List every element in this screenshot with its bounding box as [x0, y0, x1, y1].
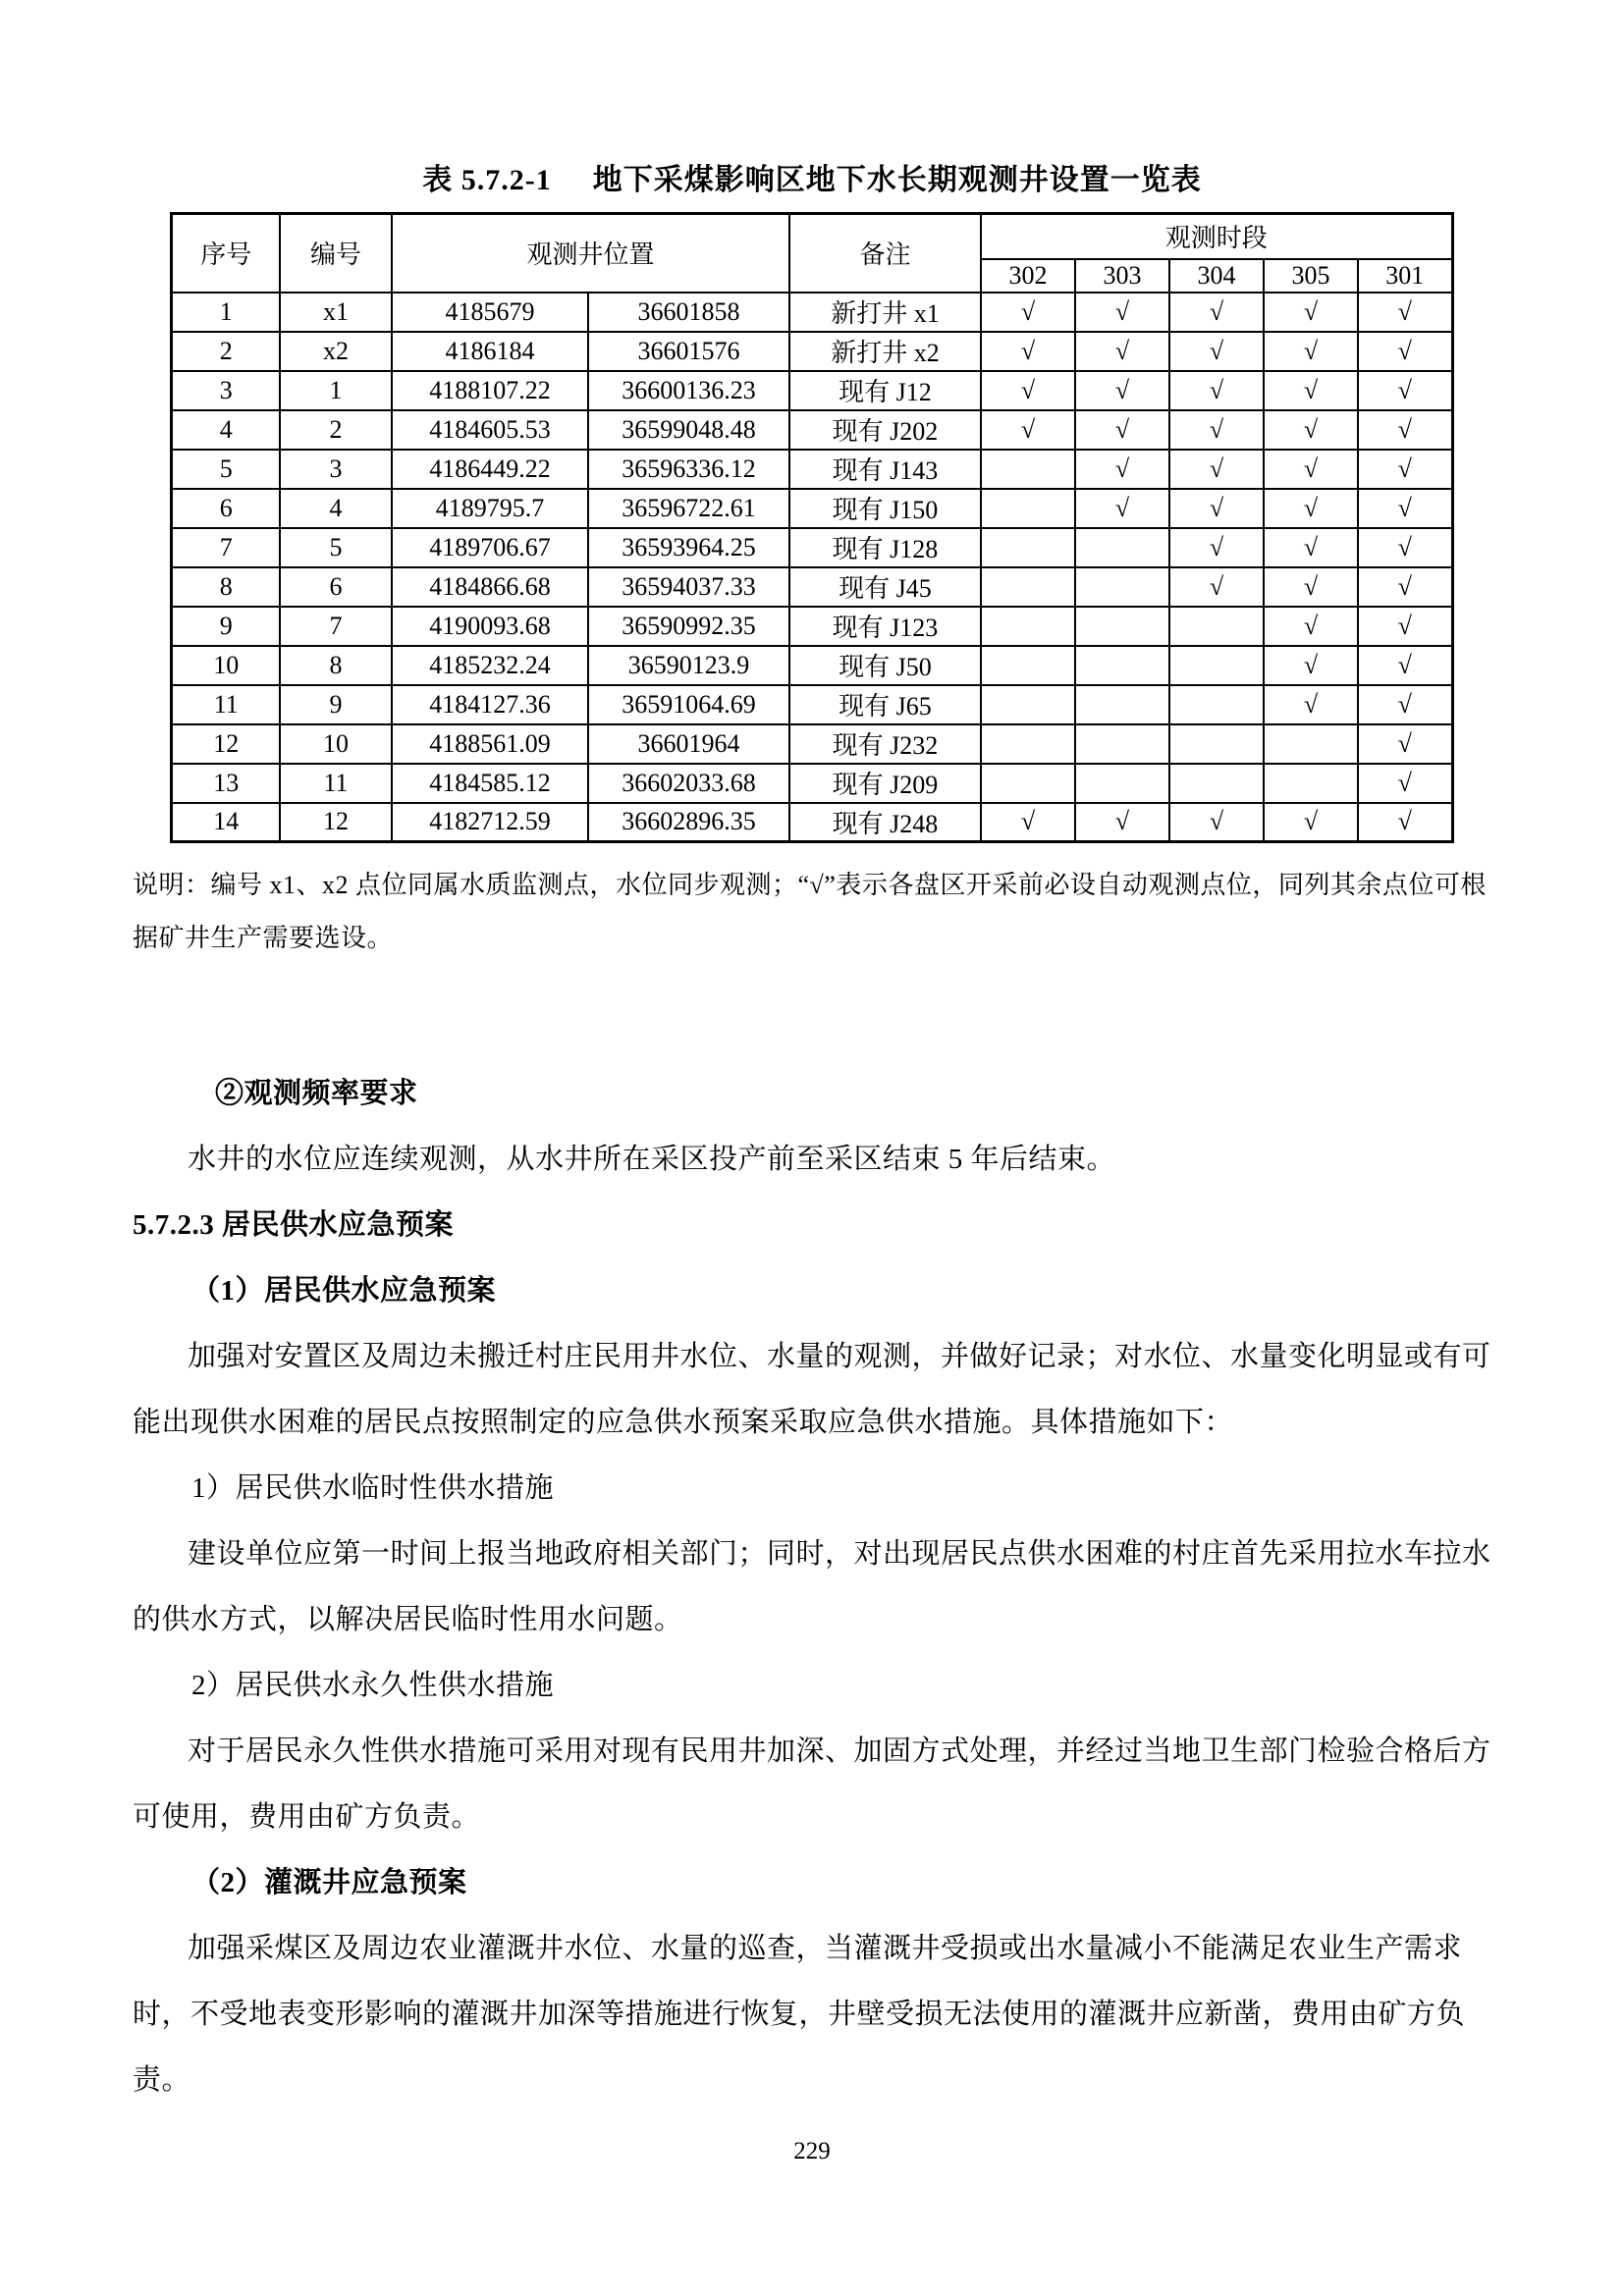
table-row [172, 607, 1452, 646]
cell-check-303: √ [1075, 803, 1169, 842]
cell-check-301: √ [1358, 567, 1452, 607]
cell-y: 36602033.68 [588, 764, 789, 803]
cell-check-302: √ [981, 410, 1075, 450]
cell-check-302 [981, 764, 1075, 803]
paragraph-observation-frequency: 水井的水位应连续观测，从水井所在采区投产前至采区结束 5 年后结束。 [188, 1144, 1116, 1175]
cell-check-305: √ [1264, 567, 1358, 607]
cell-y: 36600136.23 [588, 371, 789, 410]
cell-check-301: √ [1358, 803, 1452, 842]
cell-remark: 新打井 x2 [789, 332, 981, 371]
cell-x: 4185679 [392, 293, 588, 332]
cell-code: 2 [280, 410, 392, 450]
cell-check-305 [1264, 764, 1358, 803]
cell-check-301: √ [1358, 293, 1452, 332]
cell-y: 36596336.12 [588, 450, 789, 489]
cell-remark: 现有 J45 [789, 567, 981, 607]
cell-check-303: √ [1075, 489, 1169, 528]
cell-y: 36593964.25 [588, 528, 789, 567]
cell-check-303: √ [1075, 371, 1169, 410]
cell-remark: 现有 J209 [789, 764, 981, 803]
cell-check-304 [1169, 646, 1264, 685]
table-row [172, 293, 1452, 332]
cell-check-302: √ [981, 332, 1075, 371]
header-location: 观测井位置 [392, 214, 789, 293]
table-row [172, 528, 1452, 567]
cell-check-305: √ [1264, 450, 1358, 489]
cell-check-301: √ [1358, 332, 1452, 371]
header-period-304: 304 [1169, 259, 1264, 293]
observation-well-table [170, 212, 1453, 843]
table-row [172, 450, 1452, 489]
cell-seq: 7 [172, 528, 280, 567]
cell-check-304: √ [1169, 489, 1264, 528]
cell-code: 8 [280, 646, 392, 685]
cell-check-303 [1075, 567, 1169, 607]
cell-seq: 2 [172, 332, 280, 371]
cell-remark: 现有 J65 [789, 685, 981, 724]
cell-check-301: √ [1358, 489, 1452, 528]
cell-seq: 6 [172, 489, 280, 528]
cell-remark: 新打井 x1 [789, 293, 981, 332]
cell-x: 4185232.24 [392, 646, 588, 685]
cell-check-304: √ [1169, 332, 1264, 371]
cell-seq: 8 [172, 567, 280, 607]
header-remark: 备注 [789, 214, 981, 293]
cell-check-302 [981, 685, 1075, 724]
cell-seq: 1 [172, 293, 280, 332]
cell-y: 36590123.9 [588, 646, 789, 685]
table-row [172, 764, 1452, 803]
cell-check-303 [1075, 528, 1169, 567]
cell-check-302 [981, 450, 1075, 489]
cell-code: 7 [280, 607, 392, 646]
cell-seq: 14 [172, 803, 280, 842]
cell-check-305: √ [1264, 410, 1358, 450]
header-period-305: 305 [1264, 259, 1358, 293]
cell-code: 11 [280, 764, 392, 803]
cell-code: 4 [280, 489, 392, 528]
cell-check-305 [1264, 724, 1358, 764]
cell-remark: 现有 J123 [789, 607, 981, 646]
cell-seq: 10 [172, 646, 280, 685]
cell-x: 4182712.59 [392, 803, 588, 842]
heading-resident-water-plan: （1）居民供水应急预案 [191, 1275, 497, 1307]
table-row [172, 724, 1452, 764]
cell-check-301: √ [1358, 528, 1452, 567]
cell-check-301: √ [1358, 371, 1452, 410]
cell-y: 36591064.69 [588, 685, 789, 724]
header-code: 编号 [280, 214, 392, 293]
heading-permanent-supply: 2）居民供水永久性供水措施 [191, 1670, 555, 1701]
cell-code: 3 [280, 450, 392, 489]
page-number: 229 [793, 2138, 831, 2164]
cell-remark: 现有 J202 [789, 410, 981, 450]
cell-check-301: √ [1358, 410, 1452, 450]
cell-check-304: √ [1169, 567, 1264, 607]
cell-check-302 [981, 489, 1075, 528]
header-period: 观测时段 [981, 214, 1452, 259]
cell-check-301: √ [1358, 724, 1452, 764]
cell-check-305: √ [1264, 489, 1358, 528]
cell-seq: 11 [172, 685, 280, 724]
cell-seq: 3 [172, 371, 280, 410]
cell-check-301: √ [1358, 646, 1452, 685]
paragraph-permanent-supply: 对于居民永久性供水措施可采用对现有民用井加深、加固方式处理，并经过当地卫生部门检验合格后方可使用，费用由矿方负责。 [133, 1735, 1491, 1833]
cell-check-301: √ [1358, 764, 1452, 803]
cell-check-302: √ [981, 371, 1075, 410]
cell-check-303: √ [1075, 332, 1169, 371]
cell-x: 4189706.67 [392, 528, 588, 567]
table-row [172, 803, 1452, 842]
heading-temporary-supply: 1）居民供水临时性供水措施 [191, 1472, 555, 1504]
cell-x: 4184605.53 [392, 410, 588, 450]
cell-check-305: √ [1264, 607, 1358, 646]
cell-seq: 9 [172, 607, 280, 646]
paragraph-resident-water-plan: 加强对安置区及周边未搬迁村庄民用井水位、水量的观测，并做好记录；对水位、水量变化明显或有可能出现供水困难的居民点按照制定的应急供水预案采取应急供水措施。具体措施如下： [133, 1341, 1491, 1438]
cell-y: 36601964 [588, 724, 789, 764]
table-row [172, 685, 1452, 724]
cell-check-305: √ [1264, 646, 1358, 685]
cell-check-302 [981, 724, 1075, 764]
cell-x: 4184585.12 [392, 764, 588, 803]
cell-check-301: √ [1358, 685, 1452, 724]
cell-code: 5 [280, 528, 392, 567]
cell-check-305: √ [1264, 528, 1358, 567]
cell-check-304: √ [1169, 803, 1264, 842]
table-caption [133, 155, 1491, 198]
cell-check-305: √ [1264, 332, 1358, 371]
cell-seq: 13 [172, 764, 280, 803]
cell-remark: 现有 J232 [789, 724, 981, 764]
cell-check-304: √ [1169, 450, 1264, 489]
cell-code: 9 [280, 685, 392, 724]
cell-x: 4184127.36 [392, 685, 588, 724]
cell-remark: 现有 J150 [789, 489, 981, 528]
cell-code: 10 [280, 724, 392, 764]
table-caption-label: 表 5.7.2-1 [422, 164, 552, 196]
cell-x: 4186449.22 [392, 450, 588, 489]
cell-check-304: √ [1169, 293, 1264, 332]
cell-remark: 现有 J12 [789, 371, 981, 410]
cell-check-305: √ [1264, 371, 1358, 410]
cell-seq: 5 [172, 450, 280, 489]
header-period-302: 302 [981, 259, 1075, 293]
cell-code: 12 [280, 803, 392, 842]
cell-x: 4189795.7 [392, 489, 588, 528]
cell-check-302 [981, 528, 1075, 567]
cell-y: 36601858 [588, 293, 789, 332]
table-row [172, 371, 1452, 410]
heading-observation-frequency: ②观测频率要求 [215, 1078, 418, 1109]
cell-seq: 12 [172, 724, 280, 764]
cell-x: 4188561.09 [392, 724, 588, 764]
table-note: 说明：编号 x1、x2 点位同属水质监测点，水位同步观测；“√”表示各盘区开采前必设自动观测点位，同列其余点位可根据矿井生产需要选设。 [133, 871, 1487, 952]
cell-check-304 [1169, 685, 1264, 724]
cell-check-303 [1075, 764, 1169, 803]
cell-code: x2 [280, 332, 392, 371]
cell-remark: 现有 J143 [789, 450, 981, 489]
paragraph-temporary-supply: 建设单位应第一时间上报当地政府相关部门；同时，对出现居民点供水困难的村庄首先采用拉水车拉水的供水方式，以解决居民临时性用水问题。 [133, 1538, 1491, 1635]
table-row [172, 489, 1452, 528]
body-text [133, 1061, 1491, 2113]
cell-check-304 [1169, 764, 1264, 803]
cell-check-302 [981, 567, 1075, 607]
header-seq: 序号 [172, 214, 280, 293]
cell-code: 1 [280, 371, 392, 410]
table-header-row-1 [172, 214, 1452, 259]
cell-x: 4188107.22 [392, 371, 588, 410]
cell-check-305: √ [1264, 293, 1358, 332]
cell-x: 4186184 [392, 332, 588, 371]
cell-check-304 [1169, 724, 1264, 764]
cell-check-304: √ [1169, 371, 1264, 410]
cell-y: 36601576 [588, 332, 789, 371]
cell-check-303: √ [1075, 450, 1169, 489]
cell-check-303: √ [1075, 293, 1169, 332]
cell-x: 4190093.68 [392, 607, 588, 646]
cell-check-303 [1075, 724, 1169, 764]
cell-check-301: √ [1358, 607, 1452, 646]
cell-y: 36594037.33 [588, 567, 789, 607]
cell-check-304: √ [1169, 528, 1264, 567]
table-row [172, 567, 1452, 607]
cell-check-303 [1075, 646, 1169, 685]
paragraph-irrigation-well-plan: 加强采煤区及周边农业灌溉井水位、水量的巡查，当灌溉井受损或出水量减小不能满足农业生产需求时，不受地表变形影响的灌溉井加深等措施进行恢复，井壁受损无法使用的灌溉井应新凿，费用由矿方负责。 [133, 1933, 1466, 2096]
cell-check-301: √ [1358, 450, 1452, 489]
cell-y: 36590992.35 [588, 607, 789, 646]
cell-y: 36599048.48 [588, 410, 789, 450]
cell-y: 36596722.61 [588, 489, 789, 528]
cell-remark: 现有 J128 [789, 528, 981, 567]
cell-check-302 [981, 646, 1075, 685]
cell-seq: 4 [172, 410, 280, 450]
cell-check-303 [1075, 685, 1169, 724]
cell-check-305: √ [1264, 803, 1358, 842]
cell-check-302 [981, 607, 1075, 646]
heading-section-5723: 5.7.2.3 居民供水应急预案 [133, 1209, 455, 1241]
cell-check-304: √ [1169, 410, 1264, 450]
table-row [172, 410, 1452, 450]
cell-remark: 现有 J50 [789, 646, 981, 685]
table-row [172, 646, 1452, 685]
cell-code: 6 [280, 567, 392, 607]
header-period-301: 301 [1358, 259, 1452, 293]
cell-check-305: √ [1264, 685, 1358, 724]
cell-check-302: √ [981, 803, 1075, 842]
header-period-303: 303 [1075, 259, 1169, 293]
cell-check-304 [1169, 607, 1264, 646]
cell-check-303 [1075, 607, 1169, 646]
table-caption-title: 地下采煤影响区地下水长期观测井设置一览表 [592, 164, 1202, 196]
heading-irrigation-well-plan: （2）灌溉井应急预案 [191, 1867, 467, 1898]
cell-code: x1 [280, 293, 392, 332]
cell-check-302: √ [981, 293, 1075, 332]
cell-check-303: √ [1075, 410, 1169, 450]
cell-y: 36602896.35 [588, 803, 789, 842]
table-row [172, 332, 1452, 371]
cell-x: 4184866.68 [392, 567, 588, 607]
cell-remark: 现有 J248 [789, 803, 981, 842]
